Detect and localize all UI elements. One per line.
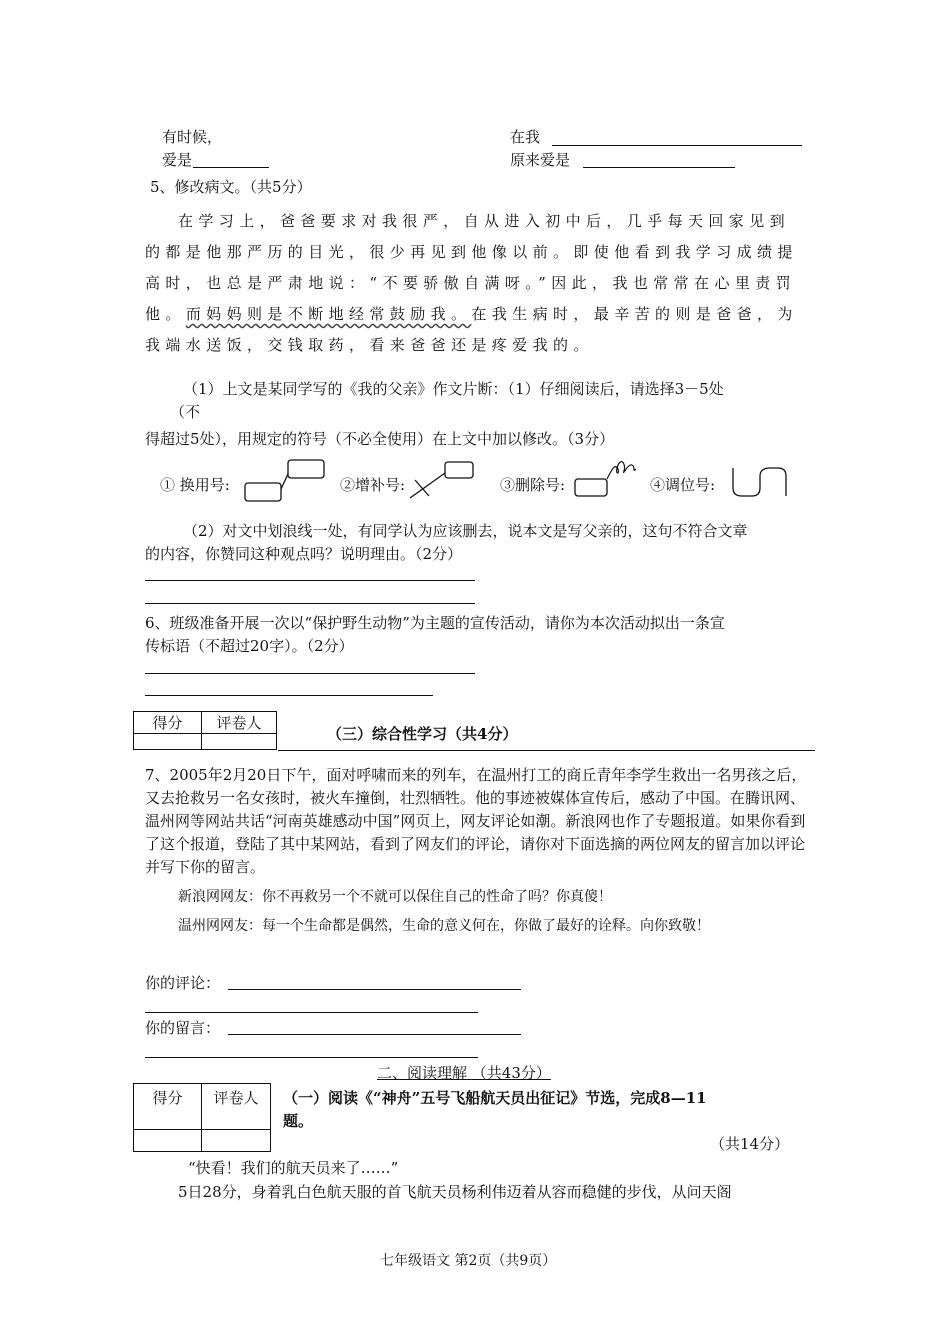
q7-text: 7、2005年2月20日下午，面对呼啸而来的列车，在温州打工的商丘青年李学生救出一名男孩之后，又去抢救另一名女孩时，被火车撞倒，壮烈牺牲。他的事迹被媒体宣传后，感动了中国。在腾讯网、温州网等网站共话“河南英雄感动中国”网页上，网友评论如潮。新浪网也作了专题报道。如果你看到了这个报道，登陆了其中某网站，看到了网友们的评论，请你对下面选摘的两位网友的留言加以评论并写下你的留言。 <box>145 766 807 876</box>
part2-title <box>377 1062 551 1083</box>
answer-line[interactable] <box>145 580 475 581</box>
message-label: 你的留言： <box>145 1019 221 1037</box>
insert-mark-icon <box>405 458 480 503</box>
grader-label: 评卷人 <box>202 712 277 734</box>
symbol-delete-label: ③删除号: <box>500 476 566 494</box>
q5-sub1-line3: 得超过5处），用规定的符号（不必全使用）在上文中加以修改。（3分） <box>145 430 615 448</box>
part2-points: （共43分） <box>471 1064 551 1082</box>
reading-text-line2: 5日28分，身着乳白色航天服的首飞航天员杨利伟迈着从容而稳健的步伐，从问天阁 <box>178 1183 732 1201</box>
score-cell[interactable] <box>134 1130 202 1152</box>
reading-text-line1: “快看！我们的航天员来了……” <box>188 1159 399 1177</box>
poem-line1-left: 有时候， <box>162 128 223 146</box>
q5-paragraph <box>145 206 810 361</box>
message-line[interactable] <box>228 1034 521 1035</box>
poem-line2-right: 原来爱是 <box>510 151 571 169</box>
replace-mark-icon <box>240 456 330 506</box>
part2-sub-title-line2: 题。 <box>283 1112 314 1130</box>
q5-sub1-line1: （1）上文是某同学写的《我的父亲》作文片断：（1）仔细阅读后，请选择3－5处 <box>183 380 724 398</box>
q5-para-b: 在我生病时，最辛苦的则是爸爸，为我端水送饭，交钱取药，看来爸爸还是疼爱我的。 <box>145 305 798 354</box>
page-footer: 七年级语文 第2页（共9页） <box>380 1253 557 1269</box>
comment-line[interactable] <box>145 1012 478 1013</box>
q6-line1: 6、班级准备开展一次以“保护野生动物”为主题的宣传活动，请你为本次活动拟出一条宣 <box>145 614 725 632</box>
symbol-replace-label: ① 换用号: <box>160 476 230 494</box>
q5-para-a: 在学习上，爸爸要求对我很严，自从进入初中后，几乎每天回家见到的都是他那严历的目光，很少再见到他像以前。即使他看到我学习成绩提高时，也总是严肃地说：“不要骄傲自满呀。”因此，我也常常在心里责罚他。 <box>145 212 798 323</box>
answer-line[interactable] <box>145 603 475 604</box>
q5-sub1-line2: （不 <box>170 403 201 421</box>
comment-line[interactable] <box>228 989 521 990</box>
part2-sub-points: （共14分） <box>710 1135 790 1153</box>
part2-title-text: 二、阅读理解 <box>377 1064 468 1082</box>
grader-cell[interactable] <box>202 734 277 750</box>
q5-sub2-line2: 的内容，你赞同这种观点吗？说明理由。（2分） <box>145 545 463 563</box>
q5-sub2-line1: （2）对文中划浪线一处，有同学认为应该删去，说本文是写父亲的，这句不符合文章 <box>183 522 748 540</box>
q5-wavy-sentence: 而妈妈则是不断地经常鼓励我。 <box>185 305 472 323</box>
answer-line[interactable] <box>145 673 475 674</box>
section-divider <box>278 750 815 751</box>
swap-mark-icon <box>728 462 793 500</box>
q6-line2: 传标语（不超过20字）。（2分） <box>145 637 354 655</box>
q5-title: 5、修改病文。（共5分） <box>150 178 312 196</box>
symbol-insert-label: ②增补号: <box>340 476 406 494</box>
score-table <box>133 711 277 750</box>
q7-quote2: 温州网网友：每一个生命都是偶然，生命的意义何在，你做了最好的诠释。向你致敬！ <box>178 918 710 934</box>
answer-line[interactable] <box>145 695 433 696</box>
delete-mark-icon <box>570 455 640 500</box>
blank-line[interactable] <box>583 167 735 168</box>
section3-title: （三）综合性学习（共4分） <box>327 725 518 743</box>
score-table <box>133 1083 271 1152</box>
comment-label: 你的评论： <box>145 974 221 992</box>
q7-quote1: 新浪网网友：你不再救另一个不就可以保住自己的性命了吗？你真傻！ <box>178 889 612 905</box>
poem-line1-right: 在我 <box>510 128 541 146</box>
score-label: 得分 <box>134 712 202 734</box>
grader-cell[interactable] <box>202 1130 271 1152</box>
symbol-swap-label: ④调位号: <box>650 476 716 494</box>
part2-sub-title-line1: （一）阅读《“神舟”五号飞船航天员出征记》节选，完成8—11 <box>283 1089 707 1107</box>
blank-line[interactable] <box>552 145 802 146</box>
message-line[interactable] <box>145 1057 478 1058</box>
blank-line[interactable] <box>193 167 269 168</box>
poem-line2-left: 爱是 <box>162 151 193 169</box>
score-cell[interactable] <box>134 734 202 750</box>
score-label: 得分 <box>134 1084 202 1130</box>
grader-label: 评卷人 <box>202 1084 271 1130</box>
